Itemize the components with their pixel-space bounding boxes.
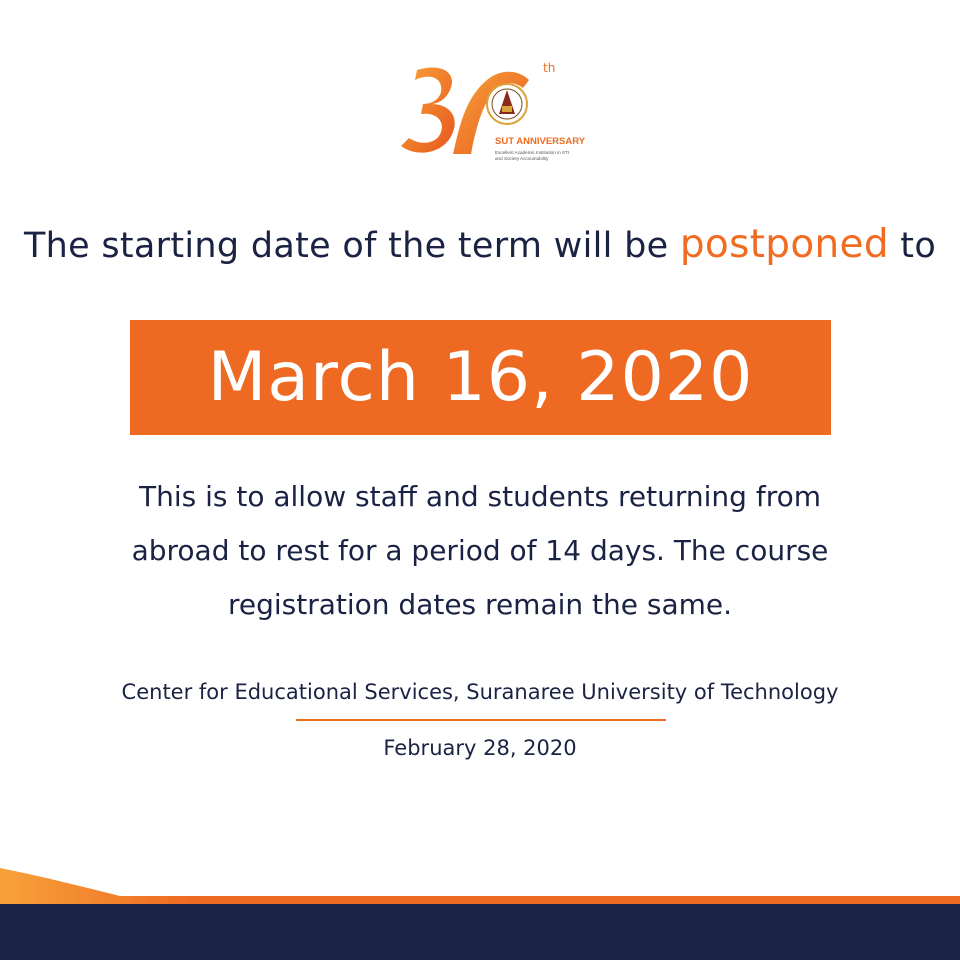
footer-band [0, 860, 960, 960]
logo-tagline-line2: and Society Accountability [495, 156, 549, 161]
headline-after: to [888, 226, 937, 266]
new-start-date-banner [130, 320, 831, 435]
headline-highlight: postponed [679, 222, 889, 267]
logo-superscript: th [543, 61, 556, 75]
headline-before: The starting date of the term will be [23, 226, 680, 266]
footer-stripes [0, 860, 960, 960]
explanation-line-2: abroad to rest for a period of 14 days. The course [131, 534, 829, 567]
issued-date: February 28, 2020 [383, 736, 577, 760]
new-start-date: March 16, 2020 [207, 338, 754, 417]
explanation-line-3: registration dates remain the same. [227, 588, 733, 621]
sut-30th-anniversary-logo [395, 58, 586, 168]
divider-line [296, 719, 666, 721]
headline [0, 222, 960, 267]
issuing-organization: Center for Educational Services, Suranaree University of Technology [121, 680, 839, 704]
anniversary-logo-graphic [395, 58, 586, 168]
explanation-text [60, 470, 900, 632]
logo-tagline-line1: Excellent Academic Institution in STI [495, 150, 570, 155]
logo-big-number: 3 [395, 58, 396, 59]
logo-anniversary-label: SUT ANNIVERSARY [495, 136, 586, 147]
explanation-line-1: This is to allow staff and students returning from [138, 480, 822, 513]
